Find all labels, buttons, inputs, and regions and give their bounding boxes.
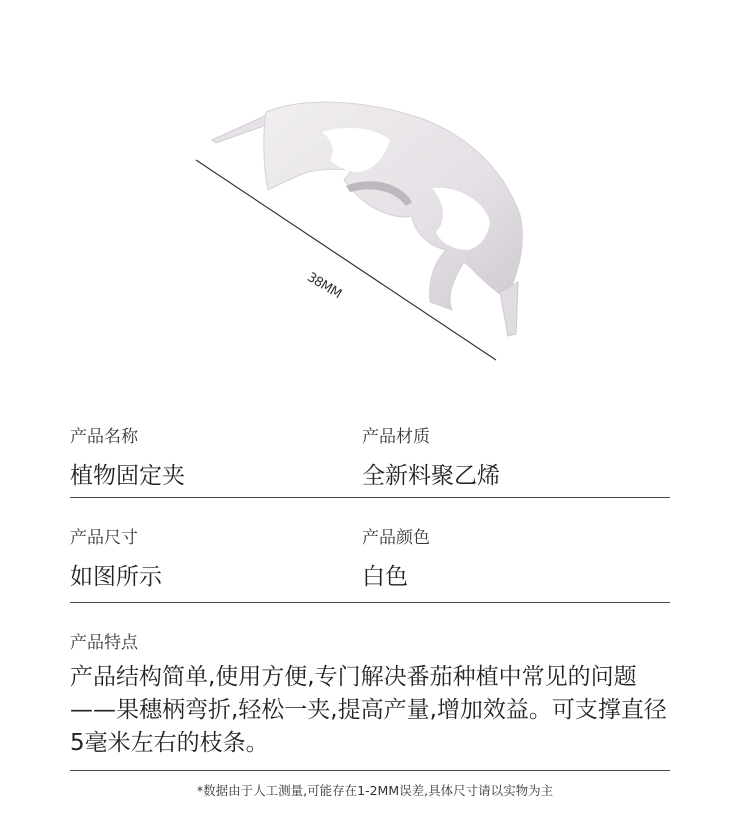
spec-size-label: 产品尺寸 (70, 528, 138, 548)
dimension-label: 38MM (304, 270, 344, 302)
spec-name-value: 植物固定夹 (70, 463, 185, 489)
footnote: *数据由于人工测量,可能存在1-2MM误差,具体尺寸请以实物为主 (196, 783, 554, 798)
divider (70, 770, 670, 771)
spec-color-value: 白色 (362, 564, 408, 590)
divider (70, 497, 670, 498)
clip-right-tab (500, 282, 518, 336)
spec-cell-size (70, 523, 162, 591)
features-section (70, 628, 670, 760)
spec-cell-name (70, 422, 185, 490)
features-label: 产品特点 (70, 633, 138, 653)
spec-cell-color (362, 523, 430, 591)
spec-size-value: 如图所示 (70, 564, 162, 590)
features-text: 产品结构简单,使用方便,专门解决番茄种植中常见的问题——果穗柄弯折,轻松一夹,提高产量,增加效益。可支撑直径5毫米左右的枝条。 (70, 664, 667, 756)
spec-color-label: 产品颜色 (362, 528, 430, 548)
spec-cell-material (362, 422, 500, 490)
clip-body (264, 102, 523, 310)
divider (70, 602, 670, 603)
spec-name-label: 产品名称 (70, 427, 138, 447)
spec-material-label: 产品材质 (362, 427, 430, 447)
spec-material-value: 全新料聚乙烯 (362, 463, 500, 489)
product-clip-illustration (0, 0, 750, 390)
